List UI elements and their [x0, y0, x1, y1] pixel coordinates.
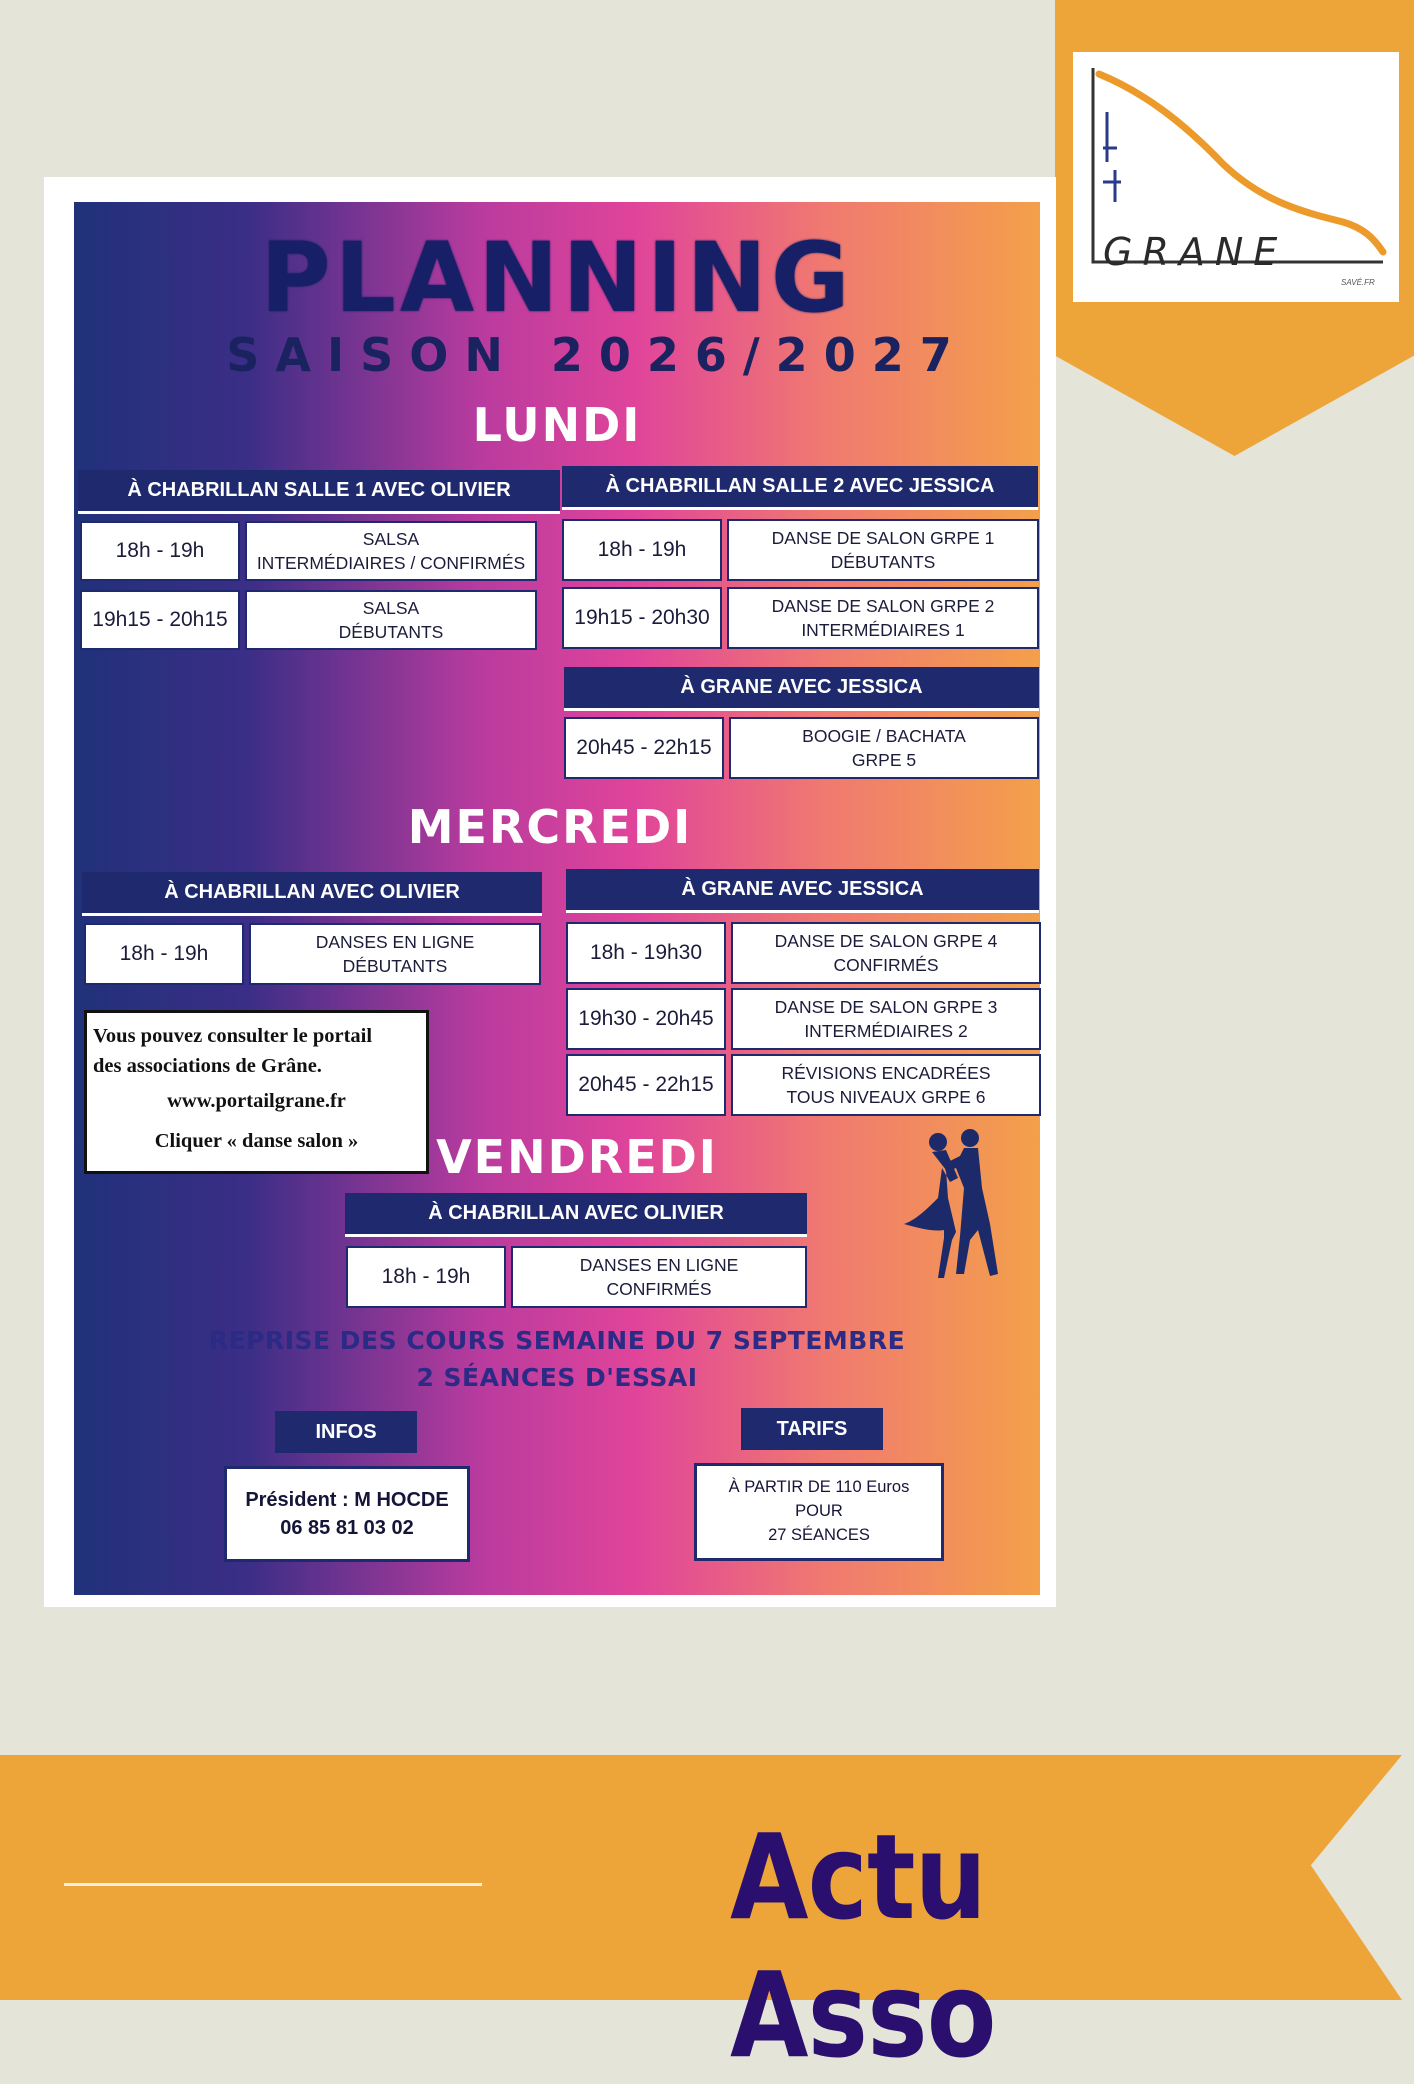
venue-mercredi-grane: À GRANE AVEC JESSICA [566, 869, 1039, 913]
time-cell: 19h30 - 20h45 [566, 988, 726, 1050]
course-cell: DANSE DE SALON GRPE 2 INTERMÉDIAIRES 1 [727, 587, 1039, 649]
venue-vendredi-chabrillan: À CHABRILLAN AVEC OLIVIER [345, 1193, 807, 1237]
time-cell: 18h - 19h [562, 519, 722, 581]
tarifs-tag: TARIFS [741, 1408, 883, 1450]
portal-notice-box [84, 1010, 429, 1174]
course-cell: DANSES EN LIGNE DÉBUTANTS [249, 923, 541, 985]
logo-wordmark: GRANE [1103, 230, 1288, 274]
infos-tag: INFOS [275, 1411, 417, 1453]
trial-sessions-notice: 2 SÉANCES D'ESSAI [416, 1363, 698, 1392]
resume-notice: REPRISE DES COURS SEMAINE DU 7 SEPTEMBRE [208, 1326, 906, 1355]
grane-logo [1073, 52, 1399, 302]
time-cell: 18h - 19h [84, 923, 244, 985]
course-cell: DANSE DE SALON GRPE 3 INTERMÉDIAIRES 2 [731, 988, 1041, 1050]
course-cell: DANSE DE SALON GRPE 4 CONFIRMÉS [731, 922, 1041, 984]
course-cell: RÉVISIONS ENCADRÉES TOUS NIVEAUX GRPE 6 [731, 1054, 1041, 1116]
portal-notice-line: des associations de Grâne. [93, 1055, 322, 1077]
time-cell: 18h - 19h [80, 521, 240, 581]
time-cell: 20h45 - 22h15 [566, 1054, 726, 1116]
course-cell: SALSA INTERMÉDIAIRES / CONFIRMÉS [245, 521, 537, 581]
time-cell: 19h15 - 20h15 [80, 590, 240, 650]
time-cell: 19h15 - 20h30 [562, 587, 722, 649]
venue-lundi-chabrillan-salle2: À CHABRILLAN SALLE 2 AVEC JESSICA [562, 466, 1038, 510]
day-heading-lundi: LUNDI [472, 398, 642, 452]
bottom-banner [0, 1755, 1402, 2000]
tarifs-box: À PARTIR DE 110 Euros POUR 27 SÉANCES [694, 1463, 944, 1561]
venue-mercredi-chabrillan: À CHABRILLAN AVEC OLIVIER [82, 872, 542, 916]
president-contact-box: Président : M HOCDE 06 85 81 03 02 [224, 1466, 470, 1562]
day-heading-mercredi: MERCREDI [407, 800, 693, 854]
portal-url: www.portailgrane.fr [167, 1090, 346, 1112]
venue-lundi-grane: À GRANE AVEC JESSICA [564, 667, 1039, 711]
planning-title: PLANNING [260, 222, 854, 334]
venue-lundi-chabrillan-salle1: À CHABRILLAN SALLE 1 AVEC OLIVIER [78, 470, 560, 514]
portal-notice-line: Vous pouvez consulter le portail [93, 1025, 373, 1047]
day-heading-vendredi: VENDREDI [436, 1130, 718, 1184]
banner-title: Actu Asso [730, 1808, 996, 2084]
season-subtitle: SAISON 2026/2027 [226, 328, 968, 382]
course-cell: DANSES EN LIGNE CONFIRMÉS [511, 1246, 807, 1308]
portal-cta: Cliquer « danse salon » [154, 1130, 359, 1152]
logo-subtext: SAVÉ.FR [1341, 278, 1375, 287]
time-cell: 18h - 19h30 [566, 922, 726, 984]
time-cell: 20h45 - 22h15 [564, 717, 724, 779]
dancing-couple-icon [898, 1128, 1008, 1280]
course-cell: BOOGIE / BACHATA GRPE 5 [729, 717, 1039, 779]
banner-divider [64, 1883, 482, 1886]
course-cell: SALSA DÉBUTANTS [245, 590, 537, 650]
time-cell: 18h - 19h [346, 1246, 506, 1308]
course-cell: DANSE DE SALON GRPE 1 DÉBUTANTS [727, 519, 1039, 581]
